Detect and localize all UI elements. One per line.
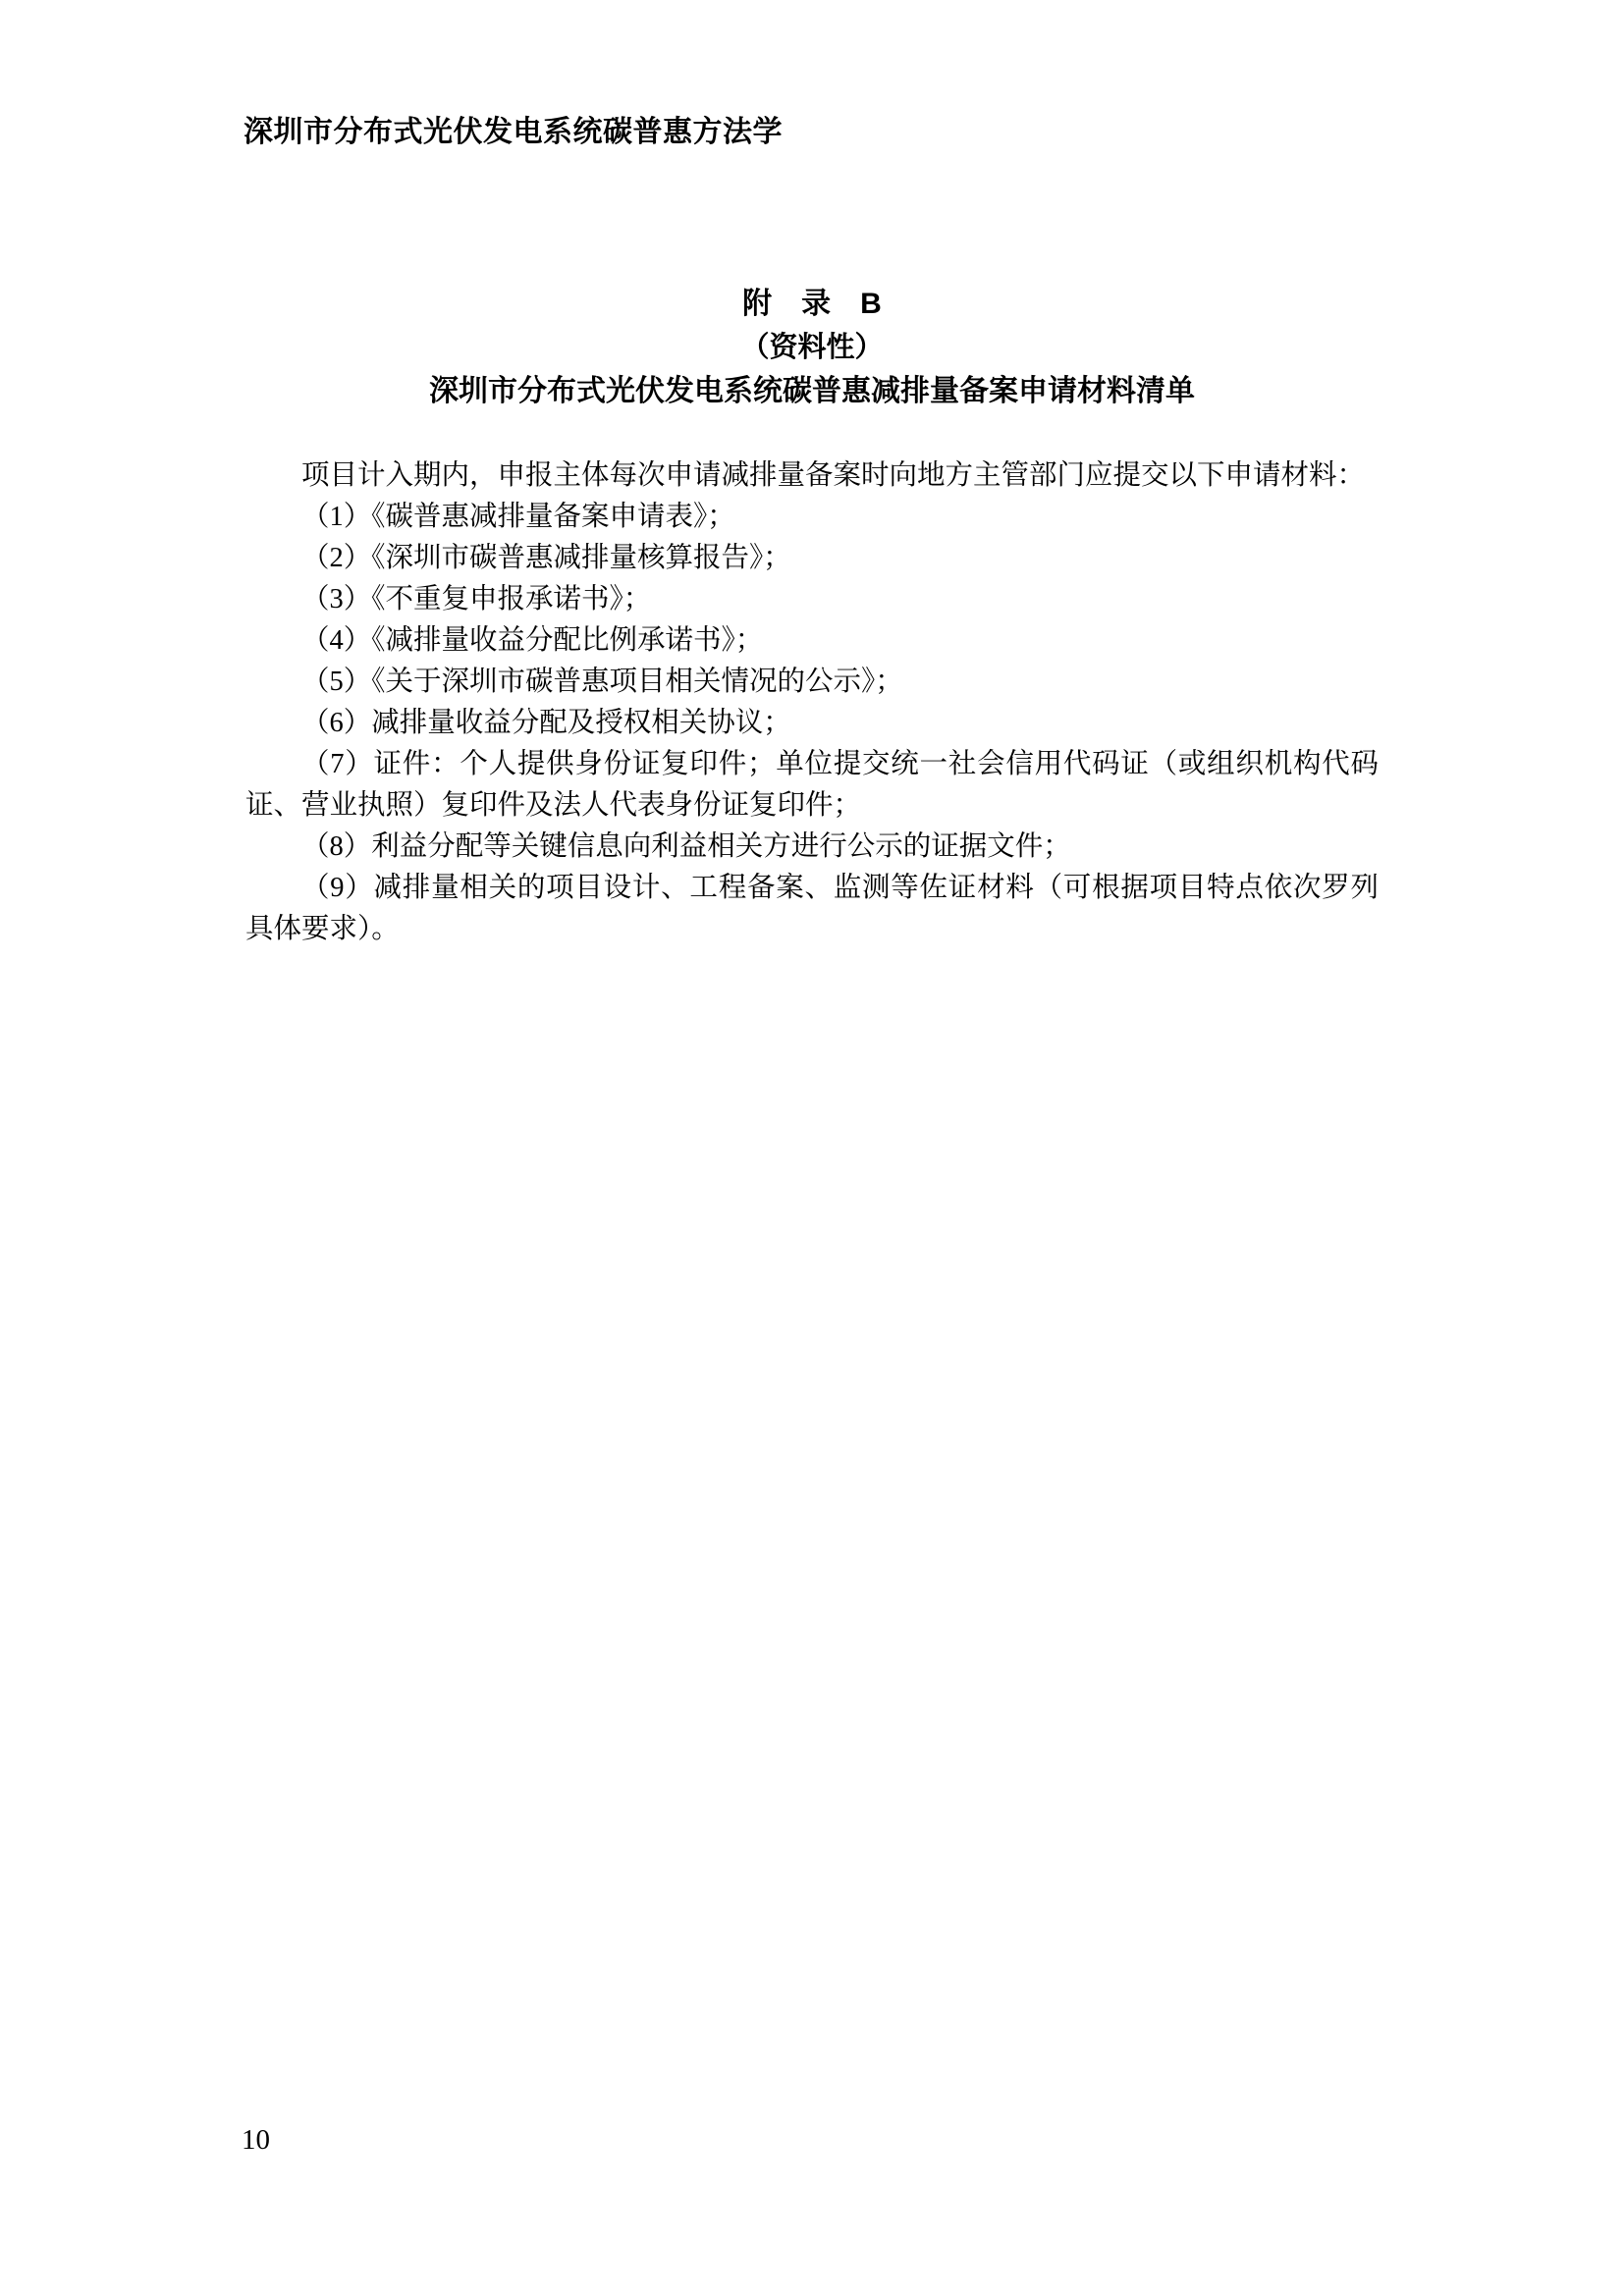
list-item-8: （8）利益分配等关键信息向利益相关方进行公示的证据文件；	[301, 831, 1071, 862]
appendix-title: 深圳市分布式光伏发电系统碳普惠减排量备案申请材料清单	[429, 375, 1195, 407]
intro-paragraph: 项目计入期内，申报主体每次申请减排量备案时向地方主管部门应提交以下申请材料：	[301, 460, 1366, 491]
list-item-4: （4）《减排量收益分配比例承诺书》；	[301, 625, 764, 656]
appendix-type-note: （资料性）	[740, 332, 884, 363]
list-item-3: （3）《不重复申报承诺书》；	[301, 584, 652, 614]
list-item-5: （5）《关于深圳市碳普惠项目相关情况的公示》；	[301, 667, 903, 697]
list-item-7: （7）证件：个人提供身份证复印件；单位提交统一社会信用代码证（或组织机构代码证、营业执照）复印件及法人代表身份证复印件；	[245, 749, 1379, 821]
page-number: 10	[242, 2124, 270, 2156]
list-item-2: （2）《深圳市碳普惠减排量核算报告》；	[301, 543, 791, 573]
list-item-9: （9）减排量相关的项目设计、工程备案、监测等佐证材料（可根据项目特点依次罗列具体要求）。	[245, 873, 1379, 944]
body-text	[245, 455, 1379, 950]
list-item-6: （6）减排量收益分配及授权相关协议；	[301, 708, 791, 738]
running-header: 深圳市分布式光伏发电系统碳普惠方法学	[244, 116, 783, 148]
appendix-label: 附 录 B	[742, 288, 882, 320]
appendix-heading	[245, 283, 1379, 414]
list-item-1: （1）《碳普惠减排量备案申请表》；	[301, 502, 735, 532]
